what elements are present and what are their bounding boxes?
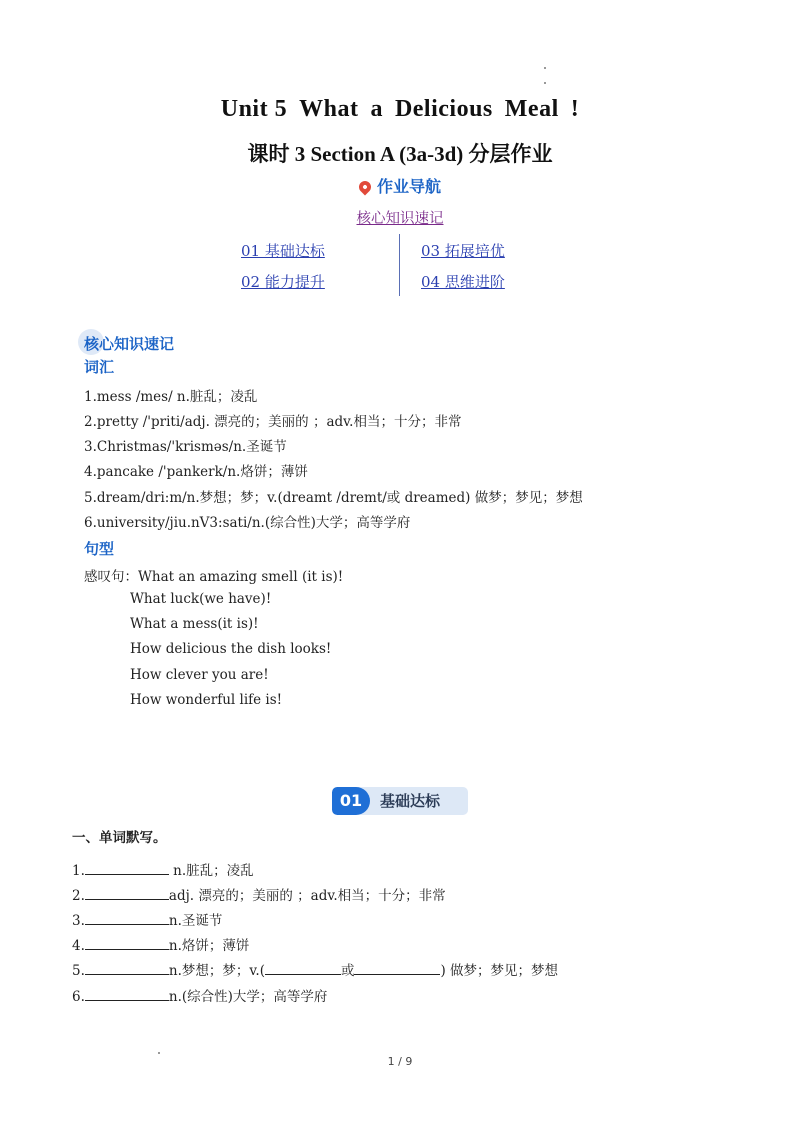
- exercise-item: [72, 959, 558, 979]
- title-word: Delicious: [394, 96, 493, 122]
- answer-blank[interactable]: [85, 860, 169, 875]
- section-badge-label: 基础达标: [380, 792, 441, 810]
- exercise-item: [72, 934, 249, 954]
- exercise-number: 6.: [72, 989, 85, 1005]
- exercise-text: ) 做梦；梦见；梦想: [440, 963, 559, 979]
- location-pin-icon: [356, 179, 373, 196]
- core-heading: [84, 333, 174, 354]
- answer-blank[interactable]: [85, 910, 169, 925]
- speck: [544, 67, 546, 69]
- title-word: Meal: [504, 96, 559, 122]
- sentence-item: How clever you are!: [130, 667, 269, 683]
- vocab-item: 5.dream/dri:m/n.梦想；梦；v.(dreamt /dremt/或 dreamed) 做梦；梦见；梦想: [84, 490, 583, 506]
- answer-blank[interactable]: [354, 960, 440, 975]
- answer-blank[interactable]: [85, 935, 169, 950]
- nav-link-04[interactable]: 04 思维进阶: [421, 273, 505, 291]
- vocab-item: 1.mess /mes/ n.脏乱；凌乱: [84, 389, 258, 405]
- sentence-item: What luck(we have)!: [130, 591, 272, 607]
- vocab-item: 6.university/jiu.nV3:sati/n.(综合性)大学；高等学府: [84, 515, 411, 531]
- page-number: 1 / 9: [387, 1055, 413, 1068]
- core-heading-label: 核心知识速记: [84, 335, 175, 353]
- vocab-item: 4.pancake /'pankerk/n.烙饼；薄饼: [84, 464, 308, 480]
- sentence-heading: 句型: [84, 540, 115, 558]
- exercise-text: n.梦想；梦；v.(: [168, 963, 265, 979]
- exercise-item: [72, 884, 446, 904]
- exercise-item: [72, 985, 327, 1005]
- exercise-text: n.烙饼；薄饼: [168, 938, 250, 954]
- speck: [544, 82, 546, 84]
- answer-blank[interactable]: [85, 960, 169, 975]
- title-word: !: [570, 96, 580, 122]
- speck: [158, 1052, 160, 1054]
- vocab-item: 3.Christmas/'krisməs/n.圣诞节: [84, 439, 287, 455]
- exercise-number: 2.: [72, 888, 85, 904]
- exercise-text: adj. 漂亮的；美丽的 ；adv.相当；十分；非常: [168, 888, 446, 904]
- section-badge-number: 01: [332, 787, 370, 815]
- title-word: a: [370, 96, 383, 122]
- answer-blank[interactable]: [85, 986, 169, 1001]
- nav-heading-label: 作业导航: [376, 177, 441, 196]
- nav-divider: [399, 234, 400, 296]
- answer-blank[interactable]: [265, 960, 341, 975]
- section-badge-01: [332, 787, 468, 815]
- nav-link-01[interactable]: 01 基础达标: [241, 242, 325, 260]
- exercise-number: 1.: [72, 863, 85, 879]
- page-title: [0, 96, 800, 123]
- nav-link-core[interactable]: 核心知识速记: [356, 211, 444, 227]
- exercise-text: 或: [340, 963, 355, 979]
- vocab-heading: 词汇: [84, 358, 115, 376]
- sentence-item: How delicious the dish looks!: [130, 641, 332, 657]
- title-word: What: [299, 96, 359, 122]
- nav-link-03[interactable]: 03 拓展培优: [421, 242, 505, 260]
- exercise-text: n.(综合性)大学；高等学府: [168, 989, 328, 1005]
- part-heading: 一、单词默写。: [72, 830, 167, 846]
- nav-core-row: [0, 207, 800, 228]
- sentence-item: How wonderful life is!: [130, 692, 283, 708]
- sentence-intro: 感叹句：What an amazing smell (it is)!: [84, 569, 344, 585]
- title-word: Unit 5: [220, 96, 288, 122]
- vocab-item: 2.pretty /'priti/adj. 漂亮的；美丽的 ；adv.相当；十分；非常: [84, 414, 462, 430]
- exercise-item: [72, 909, 222, 929]
- page-subtitle: 课时 3 Section A (3a-3d) 分层作业: [247, 142, 553, 166]
- exercise-number: 3.: [72, 913, 85, 929]
- exercise-item: [72, 859, 254, 879]
- exercise-number: 5.: [72, 963, 85, 979]
- answer-blank[interactable]: [85, 885, 169, 900]
- nav-link-02[interactable]: 02 能力提升: [241, 273, 325, 291]
- exercise-text: n.圣诞节: [168, 913, 223, 929]
- sentence-item: What a mess(it is)!: [130, 616, 259, 632]
- nav-heading: [0, 174, 800, 197]
- exercise-number: 4.: [72, 938, 85, 954]
- exercise-text: n.脏乱；凌乱: [168, 863, 254, 879]
